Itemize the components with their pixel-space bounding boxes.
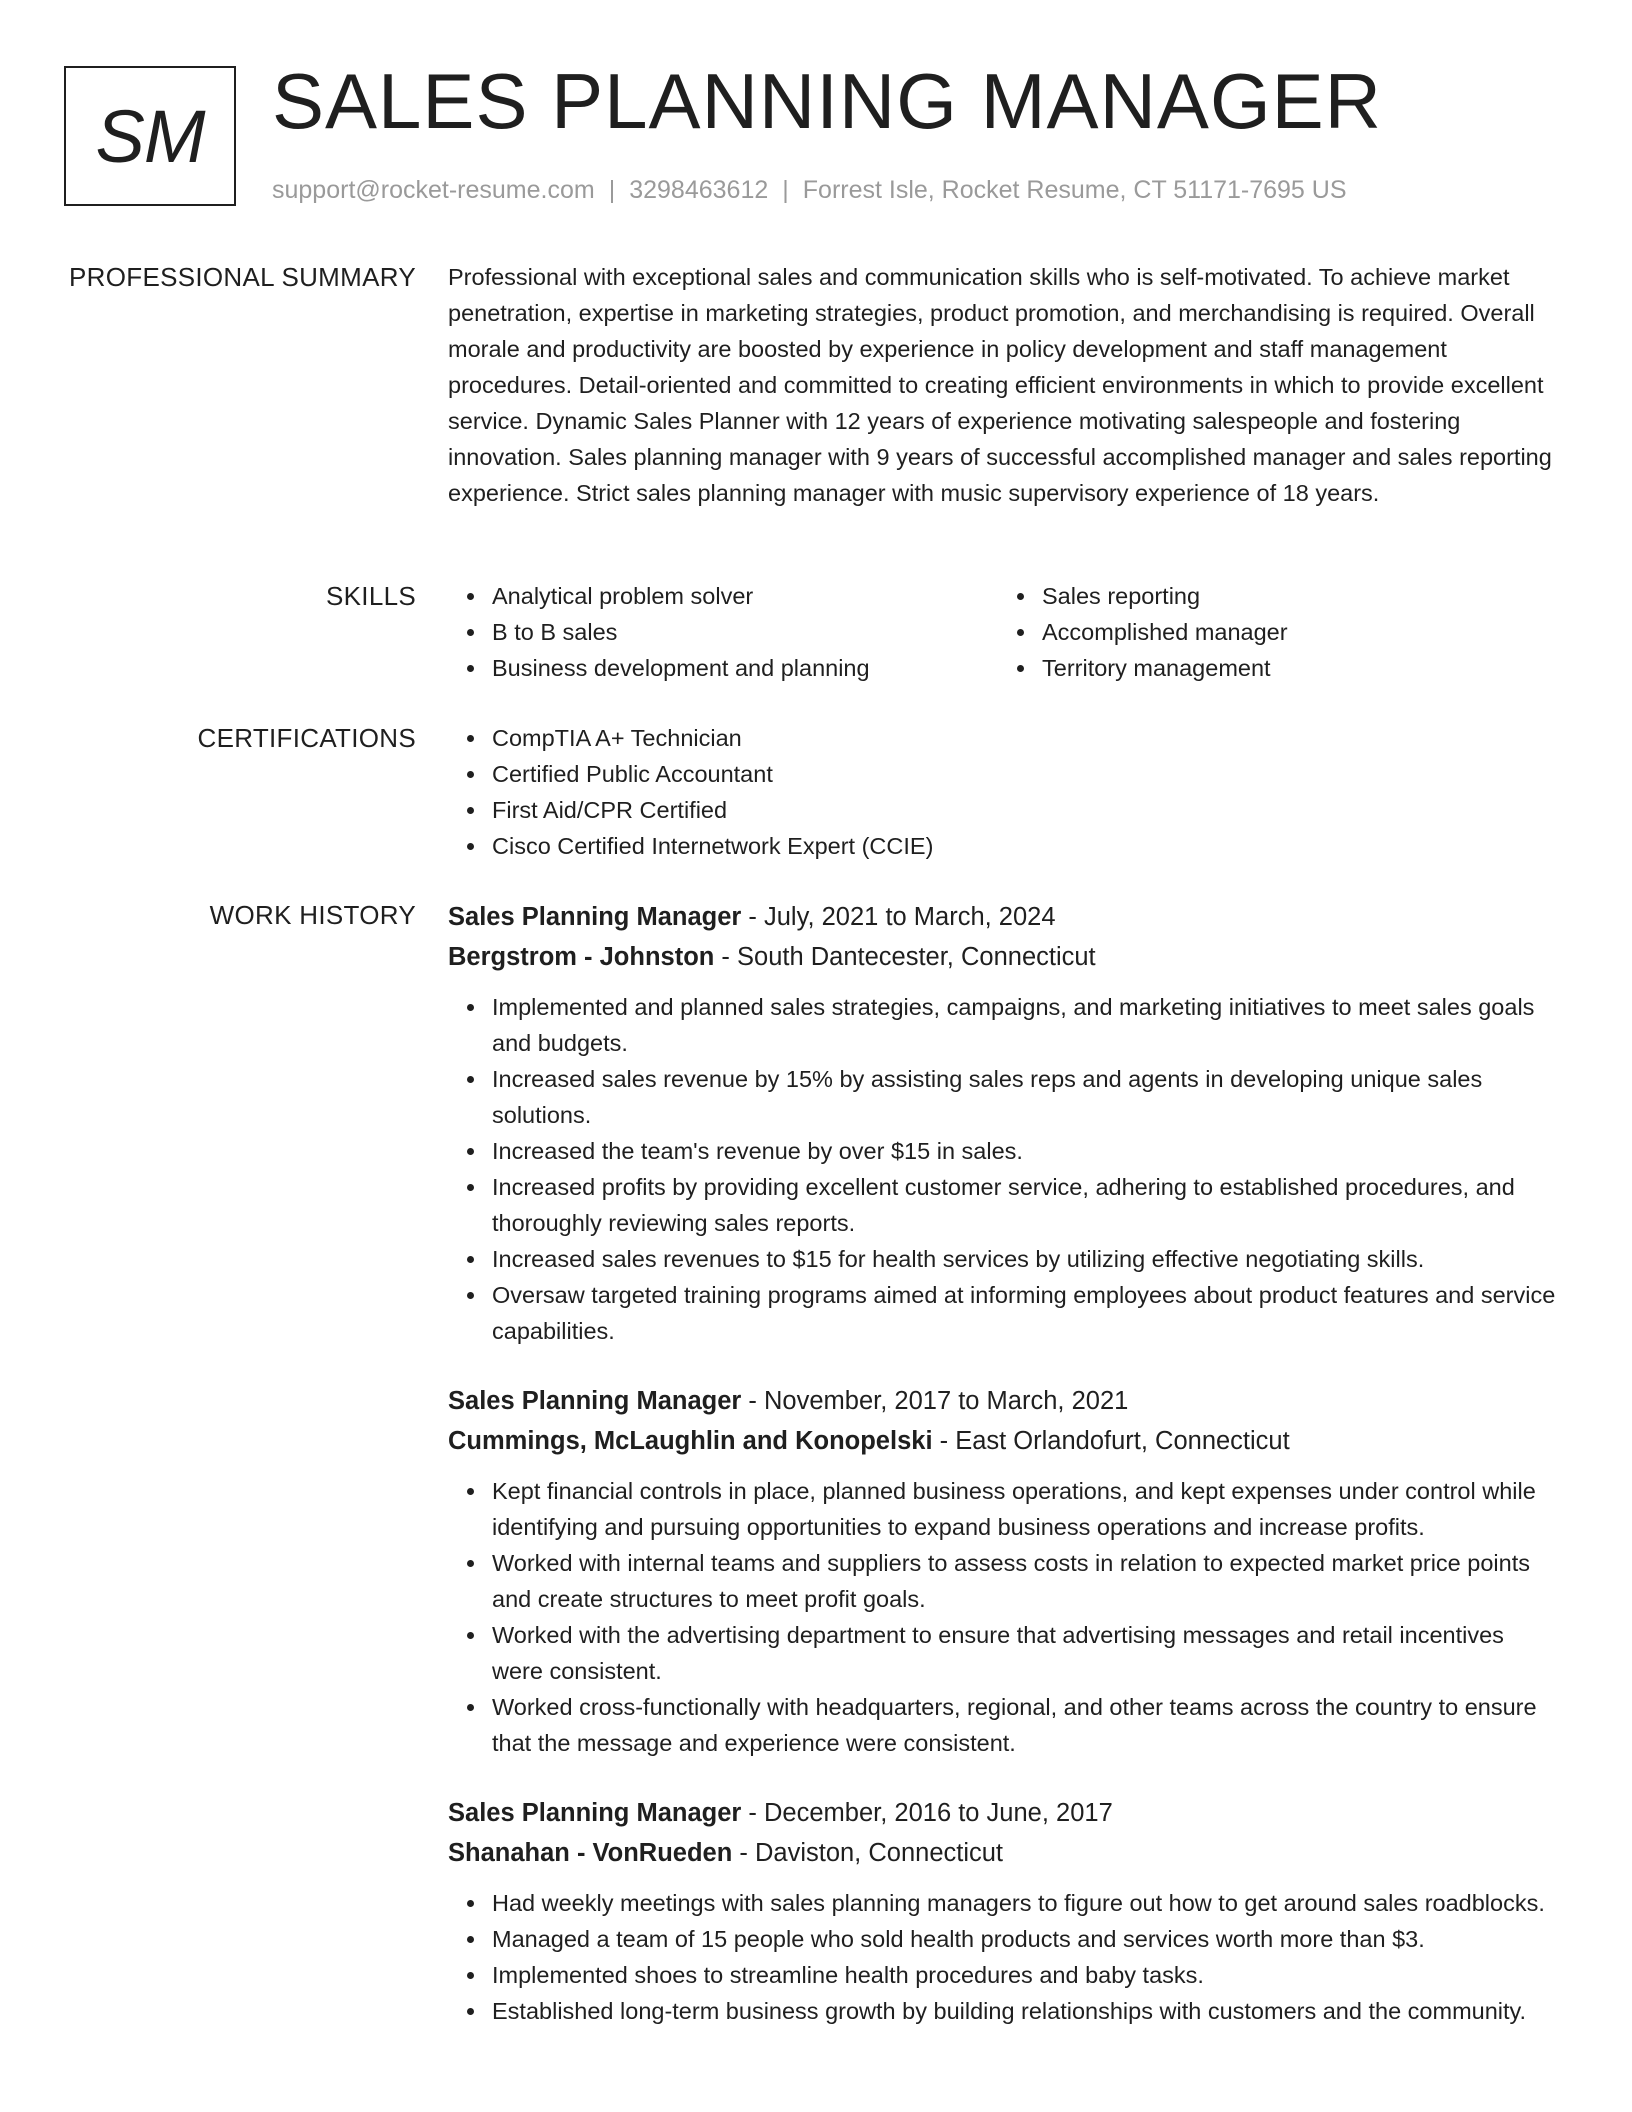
- job-bullet: Worked with the advertising department to ensure that advertising messages and retail incentives were consistent.: [492, 1617, 1556, 1689]
- skill-item: Accomplished manager: [1042, 614, 1548, 650]
- contact-separator: |: [782, 176, 789, 204]
- job-company: Bergstrom - Johnston: [448, 943, 715, 971]
- job-dates: - July, 2021 to March, 2024: [741, 903, 1056, 931]
- skill-item: Business development and planning: [492, 650, 998, 686]
- certification-item: Cisco Certified Internetwork Expert (CCIE): [492, 828, 1556, 864]
- job-company-line: [448, 937, 1556, 977]
- skills-column-right: [998, 578, 1548, 686]
- skills-column-left: [448, 578, 998, 686]
- job-title: Sales Planning Manager: [448, 1799, 742, 1827]
- job-bullet: Increased sales revenues to $15 for health services by utilizing effective negotiating skills.: [492, 1241, 1556, 1277]
- job-company-line: [448, 1833, 1556, 1873]
- job-bullet: Increased the team's revenue by over $15 in sales.: [492, 1133, 1556, 1169]
- section-label-work-history: WORK HISTORY: [209, 900, 416, 930]
- certifications-body: [448, 720, 1556, 864]
- job-bullet: Implemented and planned sales strategies, campaigns, and marketing initiatives to meet sales goals and budgets.: [492, 989, 1556, 1061]
- contact-email[interactable]: support@rocket-resume.com: [272, 176, 595, 204]
- skill-item: Analytical problem solver: [492, 578, 998, 614]
- job-entry: [448, 1793, 1556, 2029]
- summary-text: Professional with exceptional sales and communication skills who is self-motivated. To achieve market penetration, expertise in marketing strategies, product promotion, and merchandising is required. Overall morale and productivity are boosted by experience in policy development and staff management procedures. Detail-oriented and committed to creating efficient environments in which to provide excellent service. Dynamic Sales Planner with 12 years of experience motivating salespeople and fostering innovation. Sales planning manager with 9 years of successful accomplished manager and sales reporting experience. Strict sales planning manager with music supervisory experience of 18 years.: [448, 264, 1552, 506]
- job-dates: - December, 2016 to June, 2017: [741, 1799, 1113, 1827]
- job-entry: [448, 1381, 1556, 1761]
- job-company-line: [448, 1421, 1556, 1461]
- contact-address: Forrest Isle, Rocket Resume, CT 51171-7695 US: [802, 176, 1347, 204]
- job-bullet: Worked cross-functionally with headquarters, regional, and other teams across the country to ensure that the message and experience were consistent.: [492, 1689, 1556, 1761]
- job-location: - Daviston, Connecticut: [732, 1839, 1004, 1867]
- skill-item: Sales reporting: [1042, 578, 1548, 614]
- monogram-logo: SM: [64, 66, 236, 206]
- section-label-certifications: CERTIFICATIONS: [197, 723, 416, 753]
- section-label-skills: SKILLS: [326, 581, 416, 611]
- contact-line: [272, 176, 1347, 205]
- summary-body: [448, 259, 1556, 511]
- job-bullet: Worked with internal teams and suppliers to assess costs in relation to expected market price points and create structures to meet profit goals.: [492, 1545, 1556, 1617]
- work-history-body: [448, 897, 1556, 2061]
- section-label-summary: PROFESSIONAL SUMMARY: [69, 262, 416, 292]
- job-location: - East Orlandofurt, Connecticut: [932, 1427, 1290, 1455]
- job-title-line: [448, 1381, 1556, 1421]
- job-title: Sales Planning Manager: [448, 903, 742, 931]
- job-bullet: Oversaw targeted training programs aimed at informing employees about product features and service capabilities.: [492, 1277, 1556, 1349]
- job-company: Cummings, McLaughlin and Konopelski: [448, 1427, 933, 1455]
- job-entry: [448, 897, 1556, 1349]
- resume-title: SALES PLANNING MANAGER: [272, 57, 1382, 145]
- contact-phone[interactable]: 3298463612: [629, 176, 769, 204]
- contact-separator: |: [608, 176, 616, 204]
- job-bullet: Established long-term business growth by building relationships with customers and the community.: [492, 1993, 1556, 2029]
- job-bullet: Implemented shoes to streamline health procedures and baby tasks.: [492, 1957, 1556, 1993]
- job-location: - South Dantecester, Connecticut: [714, 943, 1096, 971]
- job-title-line: [448, 897, 1556, 937]
- certification-item: CompTIA A+ Technician: [492, 720, 1556, 756]
- job-bullet: Had weekly meetings with sales planning managers to figure out how to get around sales roadblocks.: [492, 1885, 1556, 1921]
- skill-item: B to B sales: [492, 614, 998, 650]
- job-company: Shanahan - VonRueden: [448, 1839, 733, 1867]
- job-bullet: Increased profits by providing excellent customer service, adhering to established procedures, and thoroughly reviewing sales reports.: [492, 1169, 1556, 1241]
- job-bullet: Increased sales revenue by 15% by assisting sales reps and agents in developing unique sales solutions.: [492, 1061, 1556, 1133]
- skill-item: Territory management: [1042, 650, 1548, 686]
- skills-grid: [448, 578, 1556, 686]
- certification-item: First Aid/CPR Certified: [492, 792, 1556, 828]
- job-bullet: Kept financial controls in place, planned business operations, and kept expenses under control while identifying and pursuing opportunities to expand business operations and increase profits.: [492, 1473, 1556, 1545]
- job-bullet: Managed a team of 15 people who sold health products and services worth more than $3.: [492, 1921, 1556, 1957]
- job-title: Sales Planning Manager: [448, 1387, 742, 1415]
- certification-item: Certified Public Accountant: [492, 756, 1556, 792]
- job-title-line: [448, 1793, 1556, 1833]
- job-dates: - November, 2017 to March, 2021: [741, 1387, 1129, 1415]
